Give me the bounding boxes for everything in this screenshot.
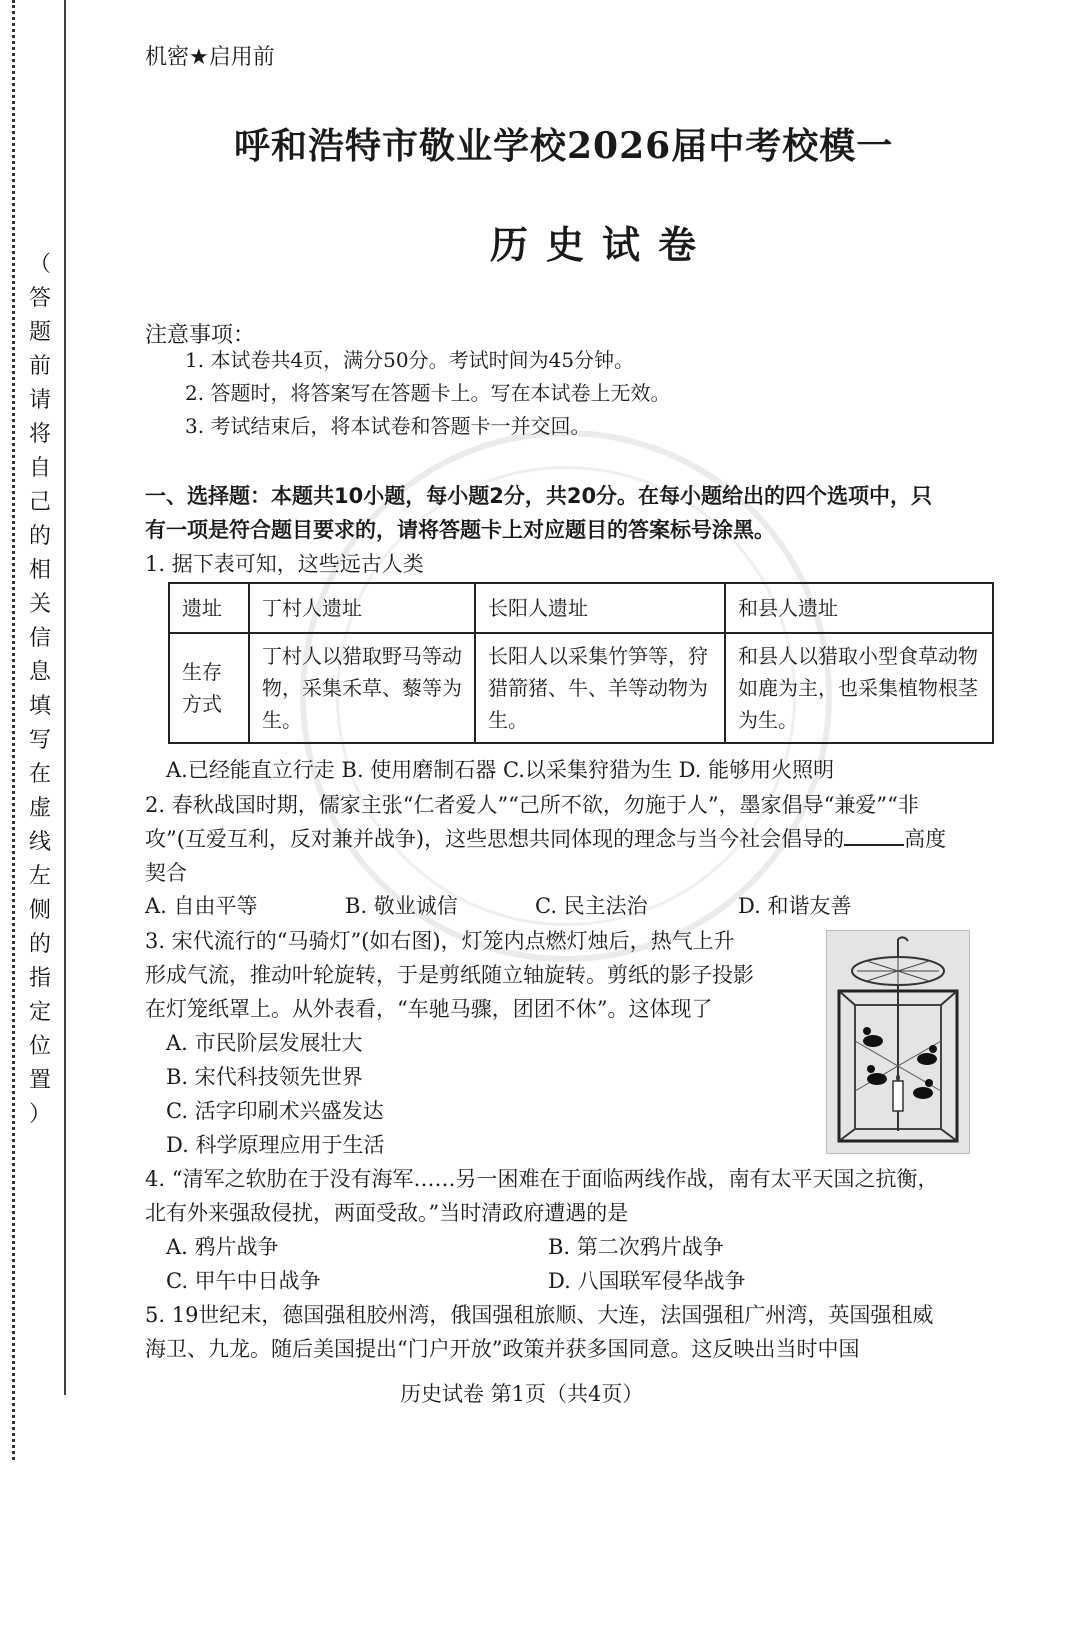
option-c: C. 活字印刷术兴盛发达 [166, 1099, 384, 1123]
option-b: B. 敬业诚信 [345, 894, 458, 918]
table-header-cell: 长阳人遗址 [475, 583, 725, 633]
option-d: D. 和谐友善 [738, 894, 852, 918]
exam-title: 呼和浩特市敬业学校2026届中考校模一 [234, 125, 894, 167]
question-3-line: 在灯笼纸罩上。从外表看，“车驰马骤，团团不休”。这体现了 [145, 997, 713, 1021]
margin-instruction-char: 左 [28, 864, 51, 889]
margin-instruction-char: 自 [28, 456, 51, 481]
option-d: D. 科学原理应用于生活 [166, 1133, 385, 1157]
question-2-text: 攻”(互爱互利，反对兼并战争)，这些思想共同体现的理念与当今社会倡导的 [145, 827, 845, 851]
question-2-line [145, 823, 946, 853]
margin-instruction-char: 相 [28, 558, 51, 583]
table-row-label: 生存方式 [169, 633, 249, 743]
dotted-cut-line [12, 0, 15, 1460]
horse-lantern-image [826, 930, 970, 1154]
margin-instruction [24, 248, 56, 1132]
question-4-line: 4. “清军之软肋在于没有海军……另一困难在于面临两线作战，南有太平天国之抗衡， [145, 1167, 939, 1191]
margin-instruction-char: 填 [28, 694, 51, 719]
question-2-line: 契合 [145, 861, 187, 885]
margin-instruction-char: 定 [28, 1000, 51, 1025]
margin-instruction-char: 答 [28, 286, 51, 311]
answer-blank [844, 826, 904, 846]
question-5-line: 海卫、九龙。随后美国提出“门户开放”政策并获多国同意。这反映出当时中国 [145, 1337, 860, 1361]
question-2-line: 2. 春秋战国时期，儒家主张“仁者爱人”“己所不欲，勿施于人”，墨家倡导“兼爱”“非 [145, 793, 919, 817]
margin-instruction-char: 写 [28, 728, 51, 753]
table-header-row [169, 583, 993, 633]
table-header-cell: 和县人遗址 [725, 583, 993, 633]
question-4-line: 北有外来强敌侵扰，两面受敌。”当时清政府遭遇的是 [145, 1201, 629, 1225]
margin-instruction-char: 虚 [28, 796, 51, 821]
note-item: 3. 考试结束后，将本试卷和答题卡一并交回。 [185, 414, 591, 438]
option-b: B. 第二次鸦片战争 [548, 1235, 724, 1259]
option-a: A. 鸦片战争 [166, 1235, 279, 1259]
table-row [169, 633, 993, 743]
margin-instruction-char: （ [28, 252, 51, 277]
question-1-stem: 1. 据下表可知，这些远古人类 [145, 552, 424, 576]
option-d: D. 八国联军侵华战争 [548, 1269, 746, 1293]
subject-title: 历史试卷 [490, 222, 715, 267]
note-item: 1. 本试卷共4页，满分50分。考试时间为45分钟。 [185, 348, 635, 372]
option-c: C. 甲午中日战争 [166, 1269, 321, 1293]
margin-instruction-char: 题 [28, 320, 51, 345]
option-a: A. 市民阶层发展壮大 [166, 1031, 363, 1055]
table-cell: 和县人以猎取小型食草动物如鹿为主，也采集植物根茎为生。 [725, 633, 993, 743]
question-3-line: 形成气流，推动叶轮旋转，于是剪纸随立轴旋转。剪纸的影子投影 [145, 963, 754, 987]
section-instruction: 有一项是符合题目要求的，请将答题卡上对应题目的答案标号涂黑。 [145, 518, 775, 542]
note-item: 2. 答题时，将答案写在答题卡上。写在本试卷上无效。 [185, 381, 671, 405]
table-header-cell: 丁村人遗址 [249, 583, 475, 633]
margin-instruction-char: 前 [28, 354, 51, 379]
option-c: C. 民主法治 [535, 894, 648, 918]
question-3-line: 3. 宋代流行的“马骑灯”(如右图)，灯笼内点燃灯烛后，热气上升 [145, 929, 735, 953]
table-cell: 长阳人以采集竹笋等，狩猎箭猪、牛、羊等动物为生。 [475, 633, 725, 743]
option-b: B. 宋代科技领先世界 [166, 1065, 363, 1089]
binding-line [64, 0, 66, 1395]
margin-instruction-char: 关 [28, 592, 51, 617]
margin-instruction-char: 的 [28, 932, 51, 957]
margin-instruction-char: 将 [28, 422, 51, 447]
margin-instruction-char: 置 [28, 1068, 51, 1093]
margin-instruction-char: 位 [28, 1034, 51, 1059]
margin-instruction-char: 息 [28, 660, 51, 685]
notes-heading: 注意事项： [145, 323, 256, 348]
page-footer: 历史试卷 第1页（共4页） [400, 1382, 644, 1406]
question-2-text: 高度 [904, 827, 947, 851]
option-a: A. 自由平等 [145, 894, 258, 918]
margin-instruction-char: ） [28, 1102, 51, 1127]
question-5-line: 5. 19世纪末，德国强租胶州湾，俄国强租旅顺、大连，法国强租广州湾，英国强租威 [145, 1303, 934, 1327]
question-1-table [168, 582, 994, 744]
table-header-cell: 遗址 [169, 583, 249, 633]
margin-instruction-char: 己 [28, 490, 51, 515]
margin-instruction-char: 信 [28, 626, 51, 651]
section-instruction: 一、选择题：本题共10小题，每小题2分，共20分。在每小题给出的四个选项中，只 [145, 484, 933, 508]
margin-instruction-char: 在 [28, 762, 51, 787]
margin-instruction-char: 的 [28, 524, 51, 549]
margin-instruction-char: 指 [28, 966, 51, 991]
question-1-options: A.已经能直立行走 B. 使用磨制石器 C.以采集狩猎为生 D. 能够用火照明 [166, 758, 835, 782]
margin-instruction-char: 侧 [28, 898, 51, 923]
margin-instruction-char: 请 [28, 388, 51, 413]
table-cell: 丁村人以猎取野马等动物，采集禾草、藜等为生。 [249, 633, 475, 743]
confidential-label: 机密★启用前 [145, 45, 275, 70]
margin-instruction-char: 线 [28, 830, 51, 855]
